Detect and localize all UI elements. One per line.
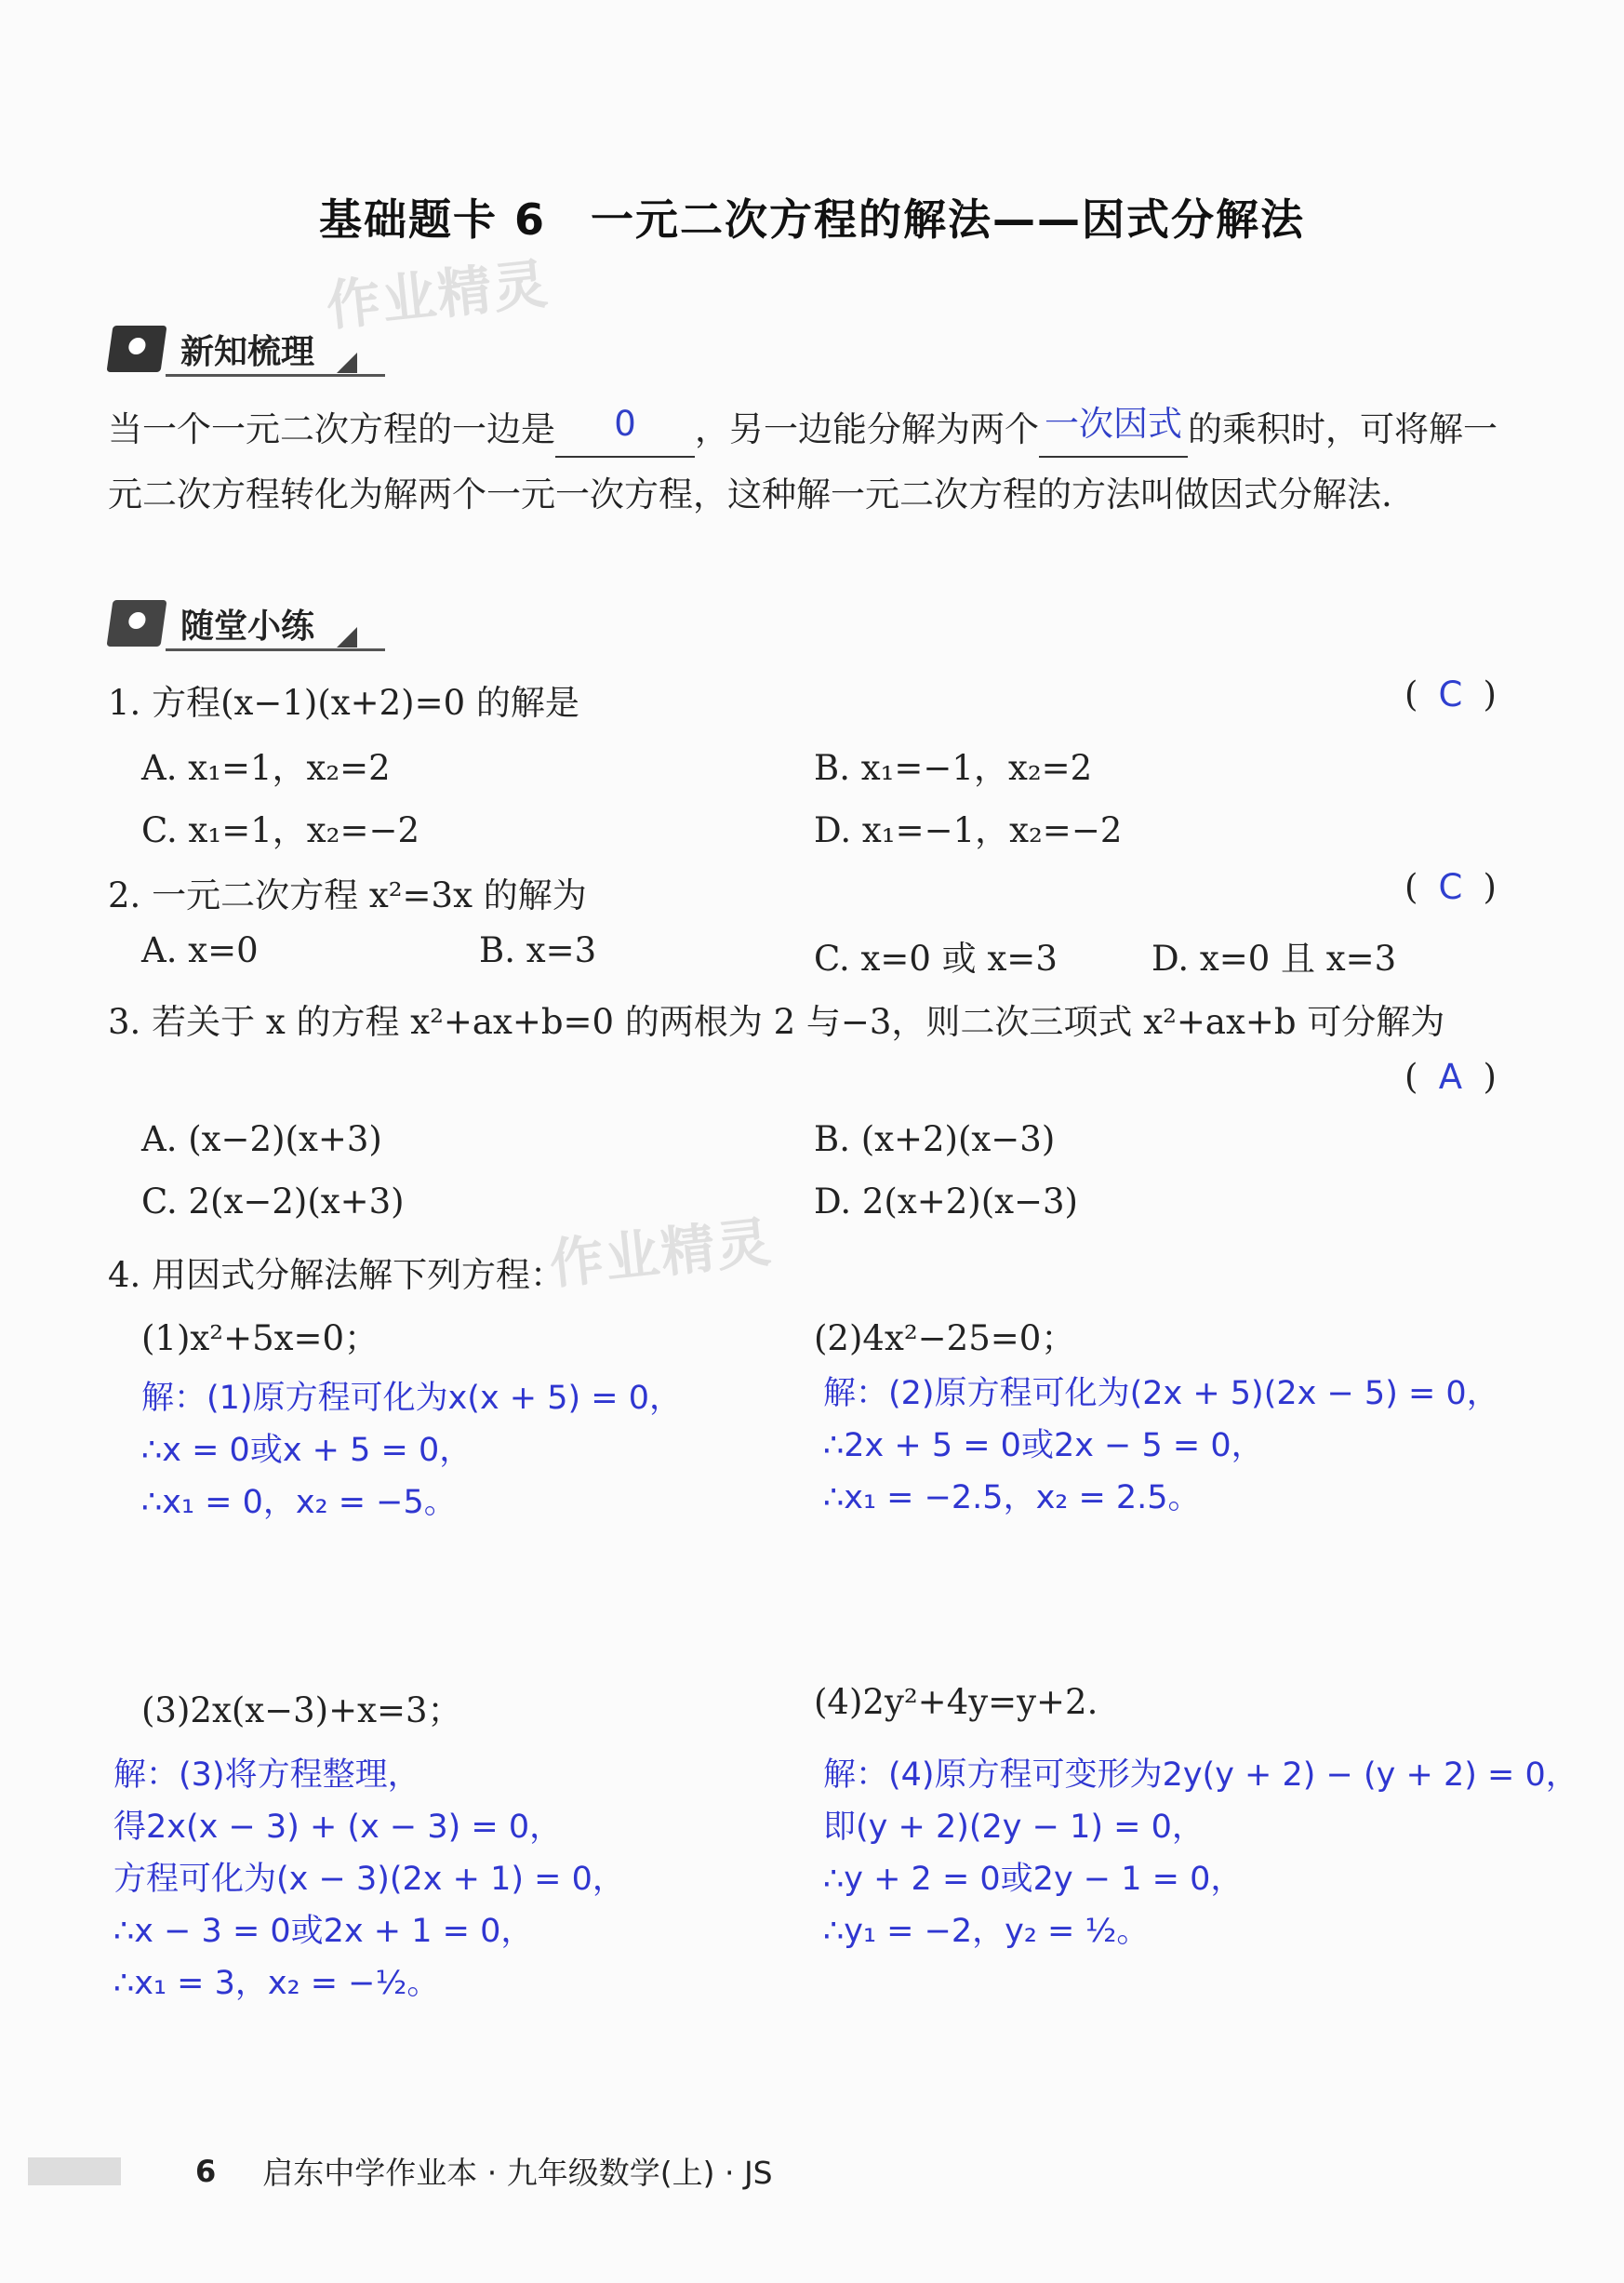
question-2-stem: 2. 一元二次方程 x²=3x 的解为 xyxy=(108,875,587,915)
page-footer xyxy=(28,2149,773,2193)
section-label: 新知梳理 xyxy=(180,332,315,371)
option-d: D. x=0 且 x=3 xyxy=(1151,939,1397,979)
page-number: 6 xyxy=(195,2153,217,2189)
sub-question-3: (3)2x(x−3)+x=3； xyxy=(141,1690,462,1730)
page-title: 基础题卡 6 一元二次方程的解法——因式分解法 xyxy=(318,194,1306,245)
answer-blank: 一次因式 xyxy=(1039,393,1188,458)
option-d: D. x₁=−1，x₂=−2 xyxy=(814,810,1123,850)
notebook-icon xyxy=(106,600,166,647)
solution-line: ∴x₁ = −2.5，x₂ = 2.5。 xyxy=(823,1479,1201,1516)
question-1-stem: 1. 方程(x−1)(x+2)=0 的解是 xyxy=(108,683,579,723)
option-a: A. x=0 xyxy=(141,930,259,970)
section-new-knowledge xyxy=(110,321,357,377)
solution-line: 解：(2)原方程可化为(2x + 5)(2x − 5) = 0， xyxy=(823,1375,1499,1412)
solution-line: 得2x(x − 3) + (x − 3) = 0， xyxy=(113,1809,563,1846)
solution-line: ∴x₁ = 0，x₂ = −5。 xyxy=(141,1484,457,1521)
solution-line: ∴x = 0或x + 5 = 0， xyxy=(141,1432,473,1469)
solution-line: 即(y + 2)(2y − 1) = 0， xyxy=(823,1809,1205,1846)
watermark: 作业精灵 xyxy=(323,251,552,339)
solution-line: 方程可化为(x − 3)(2x + 1) = 0， xyxy=(113,1861,625,1898)
option-a: A. x₁=1，x₂=2 xyxy=(141,748,391,788)
triangle-icon xyxy=(337,627,357,648)
solution-1 xyxy=(141,1372,682,1529)
solution-line: 解：(1)原方程可化为x(x + 5) = 0， xyxy=(141,1380,683,1417)
triangle-icon xyxy=(337,353,357,373)
section-label: 随堂小练 xyxy=(180,607,315,646)
solution-line: 解：(3)将方程整理， xyxy=(113,1756,420,1794)
book-title: 启东中学作业本 · 九年级数学(上) · JS xyxy=(262,2155,773,2191)
option-b: B. (x+2)(x−3) xyxy=(814,1119,1056,1159)
intro-text: 的乘积时，可将解一元二次方程转化为解两个一元一次方程，这种解一元二次方程的方法叫做因式分解法. xyxy=(108,409,1498,514)
intro-paragraph xyxy=(108,398,1522,527)
option-c: C. x₁=1，x₂=−2 xyxy=(141,810,419,850)
sub-question-2: (2)4x²−25=0； xyxy=(814,1318,1076,1358)
answer-blank: 0 xyxy=(555,393,695,458)
option-c: C. 2(x−2)(x+3) xyxy=(141,1182,405,1222)
solution-3 xyxy=(113,1749,625,2009)
solution-4 xyxy=(823,1749,1578,1957)
solution-line: ∴y₁ = −2，y₂ = ½。 xyxy=(823,1913,1150,1950)
solution-line: 解：(4)原方程可变形为2y(y + 2) − (y + 2) = 0， xyxy=(823,1756,1578,1794)
question-3-stem: 3. 若关于 x 的方程 x²+ax+b=0 的两根为 2 与−3，则二次三项式 x²+ax+b 可分解为 xyxy=(108,1002,1445,1042)
intro-text: ，另一边能分解为两个 xyxy=(695,409,1039,449)
solution-line: ∴2x + 5 = 0或2x − 5 = 0， xyxy=(823,1427,1264,1464)
option-b: B. x=3 xyxy=(479,930,597,970)
option-a: A. (x−2)(x+3) xyxy=(141,1119,382,1159)
solution-line: ∴x − 3 = 0或2x + 1 = 0， xyxy=(113,1913,534,1950)
question-3-answer: ( A ) xyxy=(1404,1057,1497,1097)
option-b: B. x₁=−1，x₂=2 xyxy=(814,748,1093,788)
intro-text: 当一个一元二次方程的一边是 xyxy=(108,409,555,449)
solution-line: ∴y + 2 = 0或2y − 1 = 0， xyxy=(823,1861,1244,1898)
sub-question-4: (4)2y²+4y=y+2. xyxy=(814,1682,1098,1722)
option-c: C. x=0 或 x=3 xyxy=(814,939,1058,979)
question-2-answer: ( C ) xyxy=(1404,867,1497,907)
answer-letter: C xyxy=(1438,867,1463,907)
divider xyxy=(166,374,385,377)
camera-icon xyxy=(106,326,166,372)
answer-letter: C xyxy=(1438,674,1463,714)
question-4-stem: 4. 用因式分解法解下列方程： xyxy=(108,1255,566,1295)
question-1-answer: ( C ) xyxy=(1404,674,1497,714)
divider xyxy=(166,648,385,651)
sub-question-1: (1)x²+5x=0； xyxy=(141,1318,379,1358)
watermark: 作业精灵 xyxy=(546,1209,776,1297)
section-practice xyxy=(110,595,357,651)
footer-bar xyxy=(28,2157,121,2185)
solution-line: ∴x₁ = 3，x₂ = −½。 xyxy=(113,1965,440,2002)
answer-letter: A xyxy=(1438,1057,1463,1097)
option-d: D. 2(x+2)(x−3) xyxy=(814,1182,1078,1222)
solution-2 xyxy=(823,1368,1499,1524)
